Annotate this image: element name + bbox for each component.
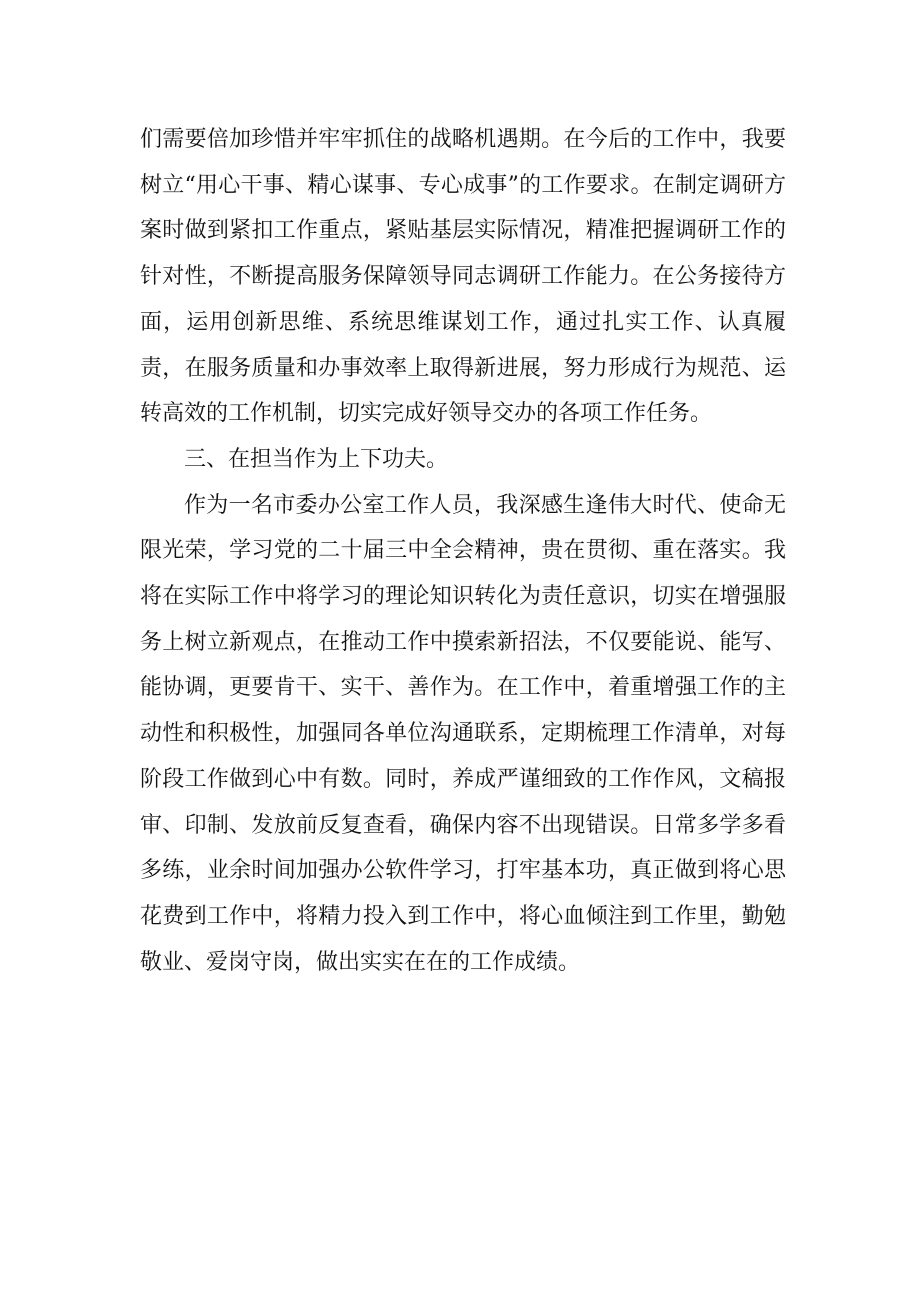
section-heading: 三、在担当作为上下功夫。 bbox=[184, 446, 449, 472]
paragraph-continued: 们需要倍加珍惜并牢牢抓住的战略机遇期。在今后的工作中，我要树立“用心干事、精心谋事、专心成事”的工作要求。在制定调研方案时做到紧扣工作重点，紧贴基层实际情况，精准把握调研工作的针对性，不断提高服务保障领导同志调研工作能力。在公务接待方面，运用创新思维、系统思维谋划工作，通过扎实工作、认真履责，在服务质量和办事效率上取得新进展，努力形成行为规范、运转高效的工作机制，切实完成好领导交办的各项工作任务。 bbox=[140, 127, 786, 427]
document-body bbox=[140, 117, 786, 985]
paragraph: 作为一名市委办公室工作人员，我深感生逢伟大时代、使命无限光荣，学习党的二十届三中全会精神，贵在贯彻、重在落实。我将在实际工作中将学习的理论知识转化为责任意识，切实在增强服务上树立新观点，在推动工作中摸索新招法，不仅要能说、能写、能协调，更要肯干、实干、善作为。在工作中，着重增强工作的主动性和积极性，加强同各单位沟通联系，定期梳理工作清单，对每阶段工作做到心中有数。同时，养成严谨细致的工作作风，文稿报审、印制、发放前反复查看，确保内容不出现错误。日常多学多看多练，业余时间加强办公软件学习，打牢基本功，真正做到将心思花费到工作中，将精力投入到工作中，将心血倾注到工作里，勤勉敬业、爱岗守岗，做出实实在在的工作成绩。 bbox=[140, 492, 786, 975]
